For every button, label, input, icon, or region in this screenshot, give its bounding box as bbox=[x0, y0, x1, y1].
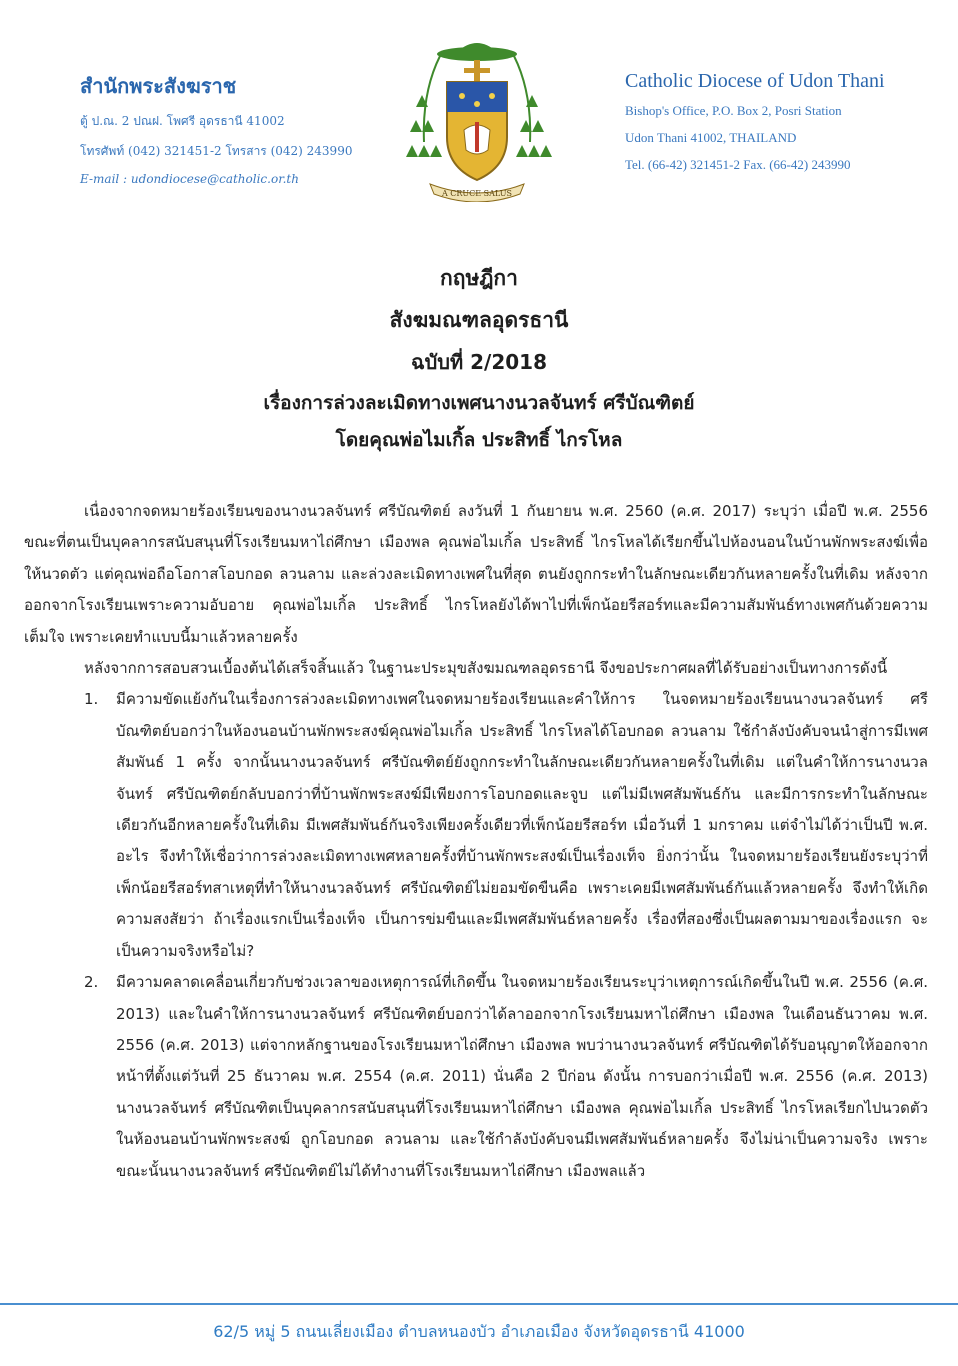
doc-type-title: กฤษฎีกา bbox=[440, 266, 518, 290]
findings-list bbox=[24, 684, 928, 1187]
diocese-crest-icon bbox=[402, 32, 552, 202]
paragraph-announcement: หลังจากการสอบสวนเบื้องต้นได้เสร็จสิ้นแล้ว ในฐานะประมุขสังฆมณฑลอุดรธานี จึงขอประกาศผลที่ได้รับอย่างเป็นทางการดังนี้ bbox=[84, 659, 888, 678]
bishops-office-line: Bishop's Office, P.O. Box 2, Posri Station bbox=[625, 103, 842, 118]
tel-fax-line: Tel. (66-42) 321451-2 Fax. (66-42) 243990 bbox=[625, 157, 851, 172]
phone-fax-thai: โทรศัพท์ (042) 321451-2 โทรสาร (042) 243990 bbox=[80, 144, 353, 158]
issuer-title: สังฆมณฑลอุดรธานี bbox=[389, 308, 569, 332]
list-item-text: มีความขัดแย้งกันในเรื่องการล่วงละเมิดทางเพศในจดหมายร้องเรียนและคำให้การ ในจดหมายร้องเรียนนางนวลจันทร์ ศรีบัณฑิตย์บอกว่าในห้องนอนบ้านพักพระสงฆ์คุณพ่อไมเกิ้ล ประสิทธิ์ ไกรโหลได้โอบกอด ลวนลาม ใช้กำลังบังคับจนนำสู่การมีเพศสัมพันธ์ 1 ครั้ง จากนั้นนางนวลจันทร์ ศรีบัณฑิตย์ยังถูกกระทำในลักษณะเดียวกันหลายครั้งในที่เดิม แต่ในคำให้การนางนวลจันทร์ ศรีบัณฑิตย์กลับบอกว่าที่บ้านพักพระสงฆ์มีเพียงการโอบกอดและจูบ แต่ไม่มีเพศสัมพันธ์กัน และมีการกระทำในลักษณะเดียวกันอีกหลายครั้งในที่เดิม มีเพศสัมพันธ์กันจริงเพียงครั้งเดียวที่เพ็กน้อยรีสอร์ท เมื่อวันที่ 1 มกราคม แต่จำไม่ได้ว่าเป็นปี พ.ศ. อะไร จึงทำให้เชื่อว่าการล่วงละเมิดทางเพศหลายครั้งที่บ้านพักพระสงฆ์เป็นเรื่องเท็จ ยิ่งกว่านั้น ในจดหมายร้องเรียนยังระบุว่าที่เพ็กน้อยรีสอร์ทสาเหตุที่ทำให้นางนวลจันทร์ ศรีบัณฑิตย์ไม่ยอมขัดขืนคือ เพราะเคยมีเพศสัมพันธ์กันแล้วหลายครั้ง จึงทำให้เกิดความสงสัยว่า ถ้าเรื่องแรกเป็นเรื่องเท็จ เป็นการข่มขืนและมีเพศสัมพันธ์หลายครั้ง เรื่องที่สองซึ่งเป็นผลตามมาของเรื่องแรก จะเป็นความจริงหรือไม่? bbox=[116, 690, 928, 960]
subject-title: เรื่องการล่วงละเมิดทางเพศนางนวลจันทร์ ศรีบัณฑิตย์ bbox=[263, 392, 695, 414]
decree-number: ฉบับที่ 2/2018 bbox=[410, 350, 548, 374]
list-item-number: 1. bbox=[84, 690, 99, 709]
letterhead-right bbox=[625, 70, 945, 184]
list-item-number: 2. bbox=[84, 973, 99, 992]
list-item bbox=[24, 684, 928, 967]
email-line: E-mail : udondiocese@catholic.or.th bbox=[80, 172, 299, 186]
document-title-block bbox=[0, 262, 958, 462]
paragraph-background: เนื่องจากจดหมายร้องเรียนของนางนวลจันทร์ ศรีบัณฑิตย์ ลงวันที่ 1 กันยายน พ.ศ. 2560 (ค.ศ. 2017) ระบุว่า เมื่อปี พ.ศ. 2556 ขณะที่ตนเป็นบุคลากรสนับสนุนที่โรงเรียนมหาไถ่ศึกษา เมืองพล คุณพ่อไมเกิ้ล ประสิทธิ์ ไกรโหลได้เรียกขึ้นไปห้องนอนในบ้านพักพระสงฆ์เพื่อให้นวดตัว แต่คุณพ่อถือโอกาสโอบกอด ลวนลาม และล่วงละเมิดทางเพศในที่สุด ตนยังถูกกระทำในลักษณะเดียวกันหลายครั้งในที่เดิม หลังจากออกจากโรงเรียนเพราะความอับอาย คุณพ่อไมเกิ้ล ประสิทธิ์ ไกรโหลยังได้พาไปที่เพ็กน้อยรีสอร์ทและมีความสัมพันธ์ทางเพศกันด้วยความเต็มใจ เพราะเคยทำแบบนี้มาแล้วหลายครั้ง bbox=[24, 502, 928, 646]
org-name-english: Catholic Diocese of Udon Thani bbox=[625, 70, 885, 92]
document-body bbox=[24, 496, 928, 1187]
city-country-line: Udon Thani 41002, THAILAND bbox=[625, 130, 797, 145]
postal-address-thai: ตู้ ป.ณ. 2 ปณฝ. โพศรี อุดรธานี 41002 bbox=[80, 114, 285, 128]
list-item-text: มีความคลาดเคลื่อนเกี่ยวกับช่วงเวลาของเหตุการณ์ที่เกิดขึ้น ในจดหมายร้องเรียนระบุว่าเหตุการณ์เกิดขึ้นในปี พ.ศ. 2556 (ค.ศ. 2013) และในคำให้การนางนวลจันทร์ ศรีบัณฑิตย์บอกว่าได้ลาออกจากโรงเรียนมหาไถ่ศึกษา เมืองพล ในเดือนธันวาคม พ.ศ. 2556 (ค.ศ. 2013) แต่จากหลักฐานของโรงเรียนมหาไถ่ศึกษา เมืองพล พบว่านางนวลจันทร์ ศรีบัณฑิตได้รับอนุญาตให้ออกจากหน้าที่ตั้งแต่วันที่ 25 ธันวาคม พ.ศ. 2554 (ค.ศ. 2011) นั่นคือ 2 ปีก่อน ดังนั้น การบอกว่าเมื่อปี พ.ศ. 2556 (ค.ศ. 2013) นางนวลจันทร์ ศรีบัณฑิตเป็นบุคลากรสนับสนุนที่โรงเรียนมหาไถ่ศึกษา เมืองพล คุณพ่อไมเกิ้ล ประสิทธิ์ ไกรโหลเรียกไปนวดตัวในห้องนอนบ้านพักพระสงฆ์ ถูกโอบกอด ลวนลาม และใช้กำลังบังคับจนมีเพศสัมพันธ์หลายครั้ง จึงไม่น่าเป็นความจริง เพราะขณะนั้นนางนวลจันทร์ ศรีบัณฑิตย์ไม่ได้ทำงานที่โรงเรียนมหาไถ่ศึกษา เมืองพลแล้ว bbox=[116, 973, 928, 1180]
subject-by-line: โดยคุณพ่อไมเกิ้ล ประสิทธิ์ ไกรโหล bbox=[335, 429, 623, 451]
footer-address: 62/5 หมู่ 5 ถนนเลี่ยงเมือง ตำบลหนองบัว อำเภอเมือง จังหวัดอุดรธานี 41000 bbox=[213, 1322, 745, 1341]
footer-divider bbox=[0, 1303, 958, 1305]
list-item bbox=[24, 967, 928, 1187]
crest-motto: A CRUCE SALUS bbox=[441, 189, 513, 198]
org-name-thai: สำนักพระสังฆราช bbox=[80, 74, 237, 98]
letterhead-left bbox=[80, 70, 410, 197]
